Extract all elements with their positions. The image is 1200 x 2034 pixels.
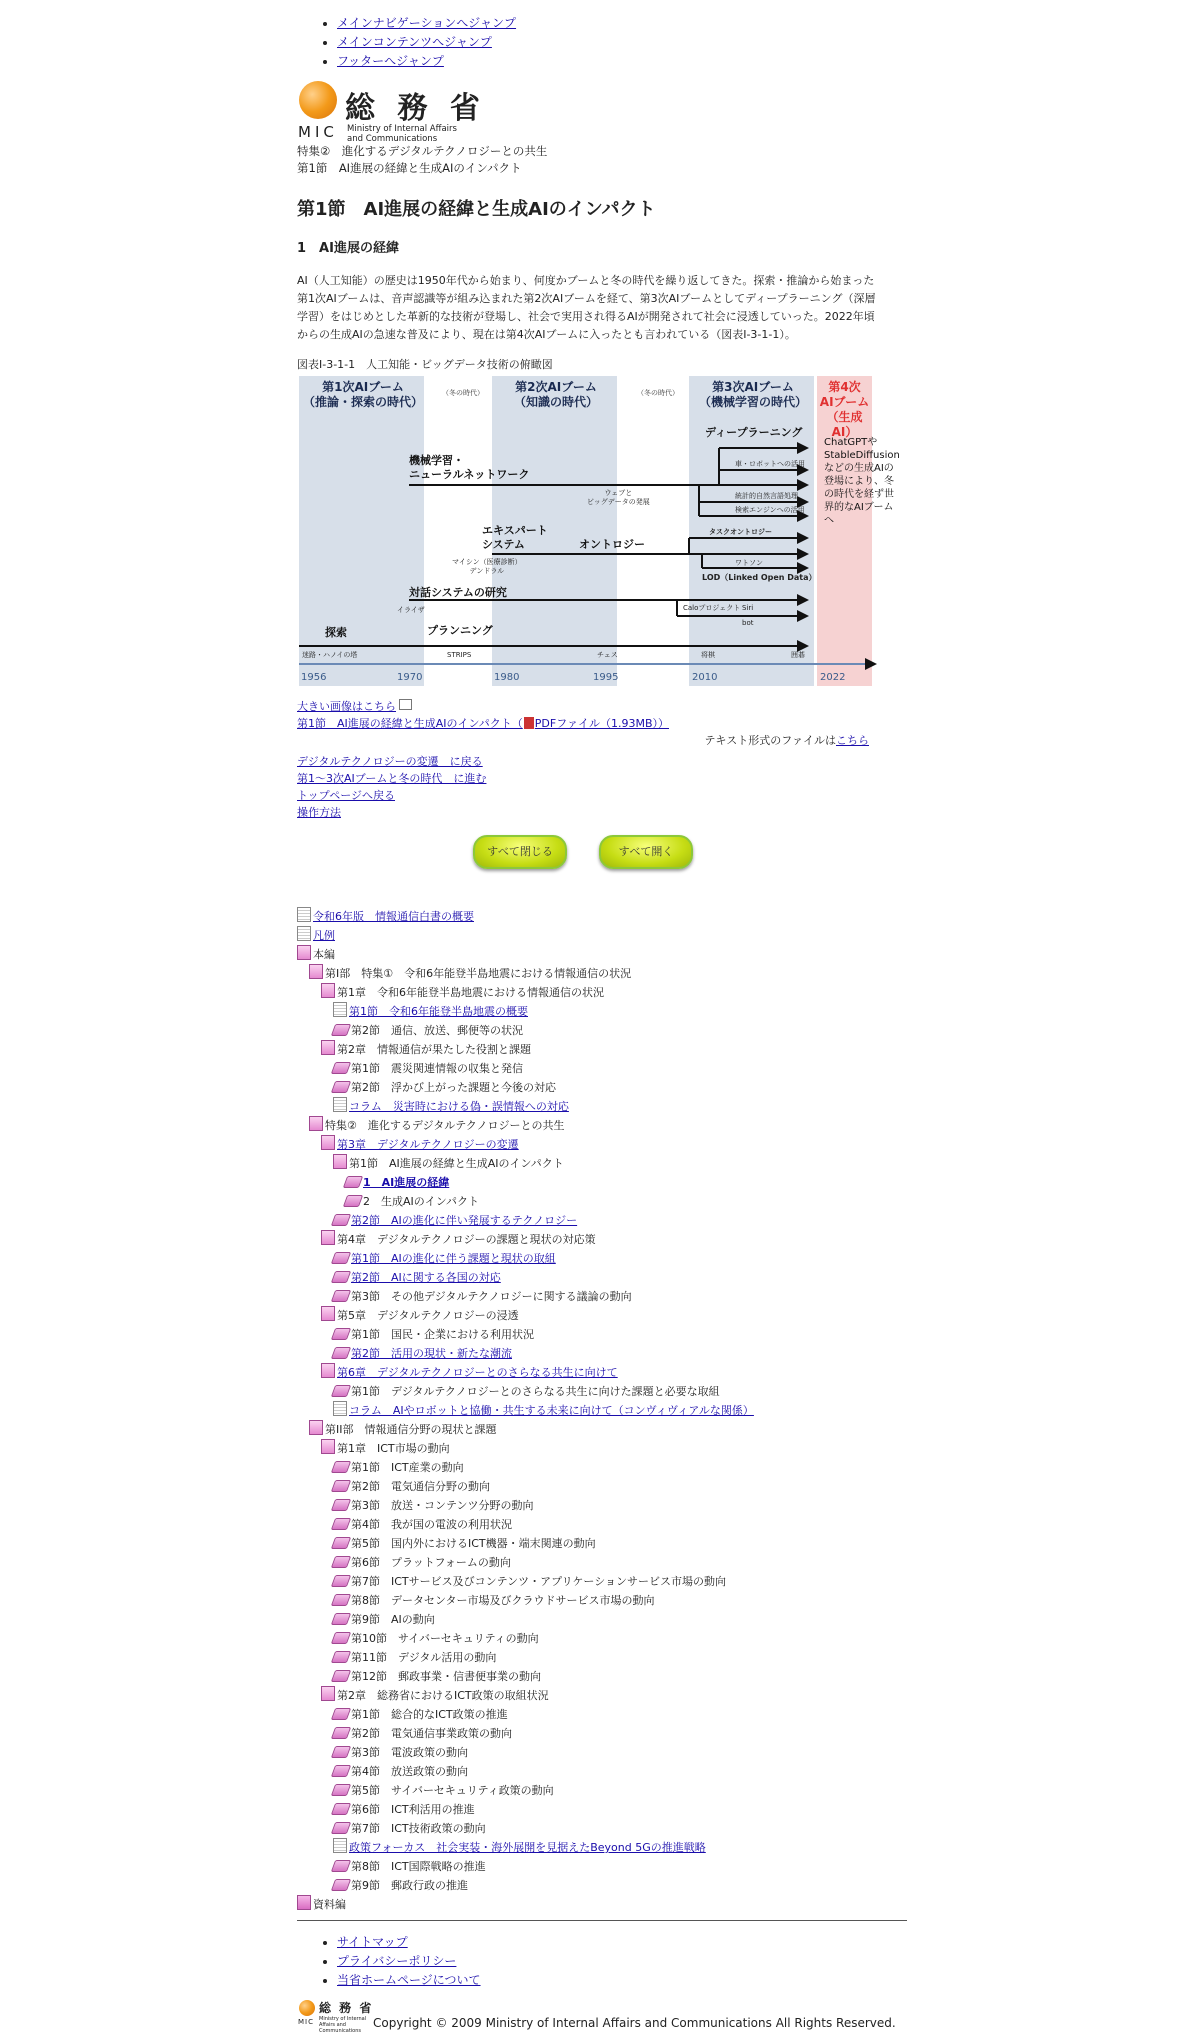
- tree-item-link[interactable]: 第1節 AIの進化に伴う課題と現状の取組: [351, 1252, 556, 1265]
- large-image-link[interactable]: 大きい画像はこちら: [297, 700, 396, 713]
- fig-label-lod: LOD（Linked Open Data）: [702, 573, 817, 582]
- tree-item: [297, 1230, 907, 1249]
- logo-mic-text: MIC: [298, 123, 338, 141]
- page-icon[interactable]: [331, 1214, 351, 1226]
- tree-item: [297, 1705, 907, 1724]
- top-page-link[interactable]: トップページへ戻る: [297, 789, 396, 802]
- tree-item: [297, 1591, 907, 1610]
- fig-label-ontology: オントロジー: [579, 538, 645, 551]
- skip-to-content-link[interactable]: メインコンテンツへジャンプ: [337, 35, 492, 49]
- open-folder-icon[interactable]: [309, 1420, 323, 1435]
- tree-item: [297, 1534, 907, 1553]
- page-icon[interactable]: [331, 1708, 351, 1720]
- page-icon[interactable]: [331, 1385, 351, 1397]
- footer: [297, 1920, 907, 2032]
- fig-label-car: 車・ロボットへの活用: [735, 460, 805, 468]
- open-folder-icon[interactable]: [333, 1154, 347, 1169]
- section-subtitle: 1 AI進展の経緯: [297, 241, 399, 256]
- tree-item-label: 第1節 ICT産業の動向: [351, 1461, 464, 1474]
- tree-item-label: 第1節 震災関連情報の収集と発信: [351, 1062, 523, 1075]
- tree-item-link[interactable]: 凡例: [313, 929, 335, 942]
- open-folder-icon[interactable]: [297, 945, 311, 960]
- fig-label-shogi: 将棋: [701, 651, 715, 659]
- skip-to-footer-link[interactable]: フッターへジャンプ: [337, 54, 444, 68]
- tree-item: [297, 1306, 907, 1325]
- logo-sphere-icon: [299, 81, 337, 119]
- tree-item: [297, 1895, 907, 1914]
- tree-item-link[interactable]: 第3章 デジタルテクノロジーの変遷: [337, 1138, 519, 1151]
- open-folder-icon[interactable]: [321, 983, 335, 998]
- tree-item-link[interactable]: 第2節 AIの進化に伴い発展するテクノロジー: [351, 1214, 578, 1227]
- open-folder-icon[interactable]: [309, 964, 323, 979]
- page-icon[interactable]: [331, 1556, 351, 1568]
- document-icon[interactable]: [333, 1002, 347, 1017]
- page-icon[interactable]: [331, 1879, 351, 1891]
- tree-item: [297, 1724, 907, 1743]
- pdf-icon: [524, 717, 534, 729]
- tree-item: [297, 1762, 907, 1781]
- tree-item-label: 第4章 デジタルテクノロジーの課題と現状の対応策: [337, 1233, 596, 1246]
- tree-item-label: 第3節 電波政策の動向: [351, 1746, 468, 1759]
- open-all-button[interactable]: すべて開く: [599, 835, 693, 869]
- tree-item: [297, 1553, 907, 1572]
- tree-item-label: 第10節 サイバーセキュリティの動向: [351, 1632, 539, 1645]
- tree-toggle-buttons: [297, 835, 907, 875]
- tree-item: [297, 1439, 907, 1458]
- tree-item-label: 第6節 プラットフォームの動向: [351, 1556, 511, 1569]
- tree-item: [297, 1648, 907, 1667]
- tree-item-link[interactable]: 第2節 活用の現状・新たな潮流: [351, 1347, 512, 1360]
- tree-item: [297, 1876, 907, 1895]
- page-icon[interactable]: [331, 1803, 351, 1815]
- fig-label-chess: チェス: [597, 651, 618, 659]
- open-folder-icon[interactable]: [321, 1135, 335, 1150]
- tree-item-label: 第12節 郵政事業・信書便事業の動向: [351, 1670, 541, 1683]
- open-folder-icon[interactable]: [321, 1439, 335, 1454]
- open-folder-icon[interactable]: [321, 1363, 335, 1378]
- document-icon[interactable]: [297, 907, 311, 922]
- fig-label-task: タスクオントロジー: [709, 528, 772, 536]
- tree-item[interactable]: [297, 1173, 907, 1192]
- page-icon[interactable]: [343, 1176, 363, 1188]
- page-icon[interactable]: [331, 1252, 351, 1264]
- page-icon[interactable]: [331, 1537, 351, 1549]
- tree-item: [297, 1458, 907, 1477]
- tree-item-label: 第8節 データセンター市場及びクラウドサービス市場の動向: [351, 1594, 655, 1607]
- fig-label-web: ウェブと ビッグデータの発展: [587, 489, 650, 506]
- logo-jp-text: 総 務 省: [345, 91, 486, 126]
- figure-caption: 図表I-3-1-1 人工知能・ビッグデータ技術の俯瞰図: [297, 358, 553, 371]
- open-folder-icon[interactable]: [321, 1306, 335, 1321]
- fig-label-bot: bot: [742, 619, 754, 627]
- footer-logo-jp: 総 務 省: [319, 2001, 374, 2015]
- footer-links: [297, 1933, 907, 1990]
- page-icon[interactable]: [331, 1746, 351, 1758]
- next-link[interactable]: 第1～3次AIブームと冬の時代 に進む: [297, 772, 487, 785]
- tree-item-label: 第4節 放送政策の動向: [351, 1765, 468, 1778]
- page-icon[interactable]: [331, 1860, 351, 1872]
- page-icon[interactable]: [331, 1271, 351, 1283]
- fig-label-stat: 統計的自然言語処理: [735, 492, 798, 500]
- tree-item-label: 第5節 サイバーセキュリティ政策の動向: [351, 1784, 554, 1797]
- fig-label-expert: エキスパート システム: [482, 524, 548, 551]
- sitemap-link[interactable]: サイトマップ: [337, 1935, 408, 1949]
- era-title-2: 第2次AIブーム （知識の時代）: [513, 380, 598, 409]
- tree-item-label: 第7節 ICTサービス及びコンテンツ・アプリケーションサービス市場の動向: [351, 1575, 726, 1588]
- tree-item-label: 第3節 放送・コンテンツ分野の動向: [351, 1499, 534, 1512]
- page-icon[interactable]: [331, 1594, 351, 1606]
- tree-item-label: 第9節 郵政行政の推進: [351, 1879, 468, 1892]
- page-icon[interactable]: [331, 1632, 351, 1644]
- fig-label-search: 検索エンジンへの活用: [735, 506, 805, 514]
- page-icon[interactable]: [331, 1461, 351, 1473]
- table-of-contents-tree: [297, 907, 907, 1914]
- year-label: 1956: [301, 672, 327, 683]
- page-icon[interactable]: [331, 1347, 351, 1359]
- open-folder-icon[interactable]: [309, 1116, 323, 1131]
- tree-item-label: 特集② 進化するデジタルテクノロジーとの共生: [325, 1119, 565, 1132]
- page-icon[interactable]: [331, 1575, 351, 1587]
- tree-item-label: 資料編: [313, 1898, 346, 1911]
- page-icon[interactable]: [331, 1670, 351, 1682]
- prev-link[interactable]: デジタルテクノロジーの変遷 に戻る: [297, 755, 483, 768]
- breadcrumb-item: 特集② 進化するデジタルテクノロジーとの共生: [297, 144, 548, 158]
- tree-item[interactable]: [297, 1268, 907, 1287]
- tree-item[interactable]: [297, 1249, 907, 1268]
- tree-item: [297, 1382, 907, 1401]
- logo-en-text: Ministry of Internal Affairs and Communications: [347, 124, 457, 144]
- tree-item: [297, 1800, 907, 1819]
- open-folder-icon[interactable]: [321, 1230, 335, 1245]
- tree-item: [297, 945, 907, 964]
- tree-item[interactable]: [297, 1002, 907, 1021]
- tree-item-label: 第4節 我が国の電波の利用状況: [351, 1518, 512, 1531]
- copyright-text: Copyright © 2009 Ministry of Internal Affairs and Communications All Rights Reserved.: [373, 2016, 896, 2030]
- year-label: 1970: [397, 672, 423, 683]
- tree-item-link[interactable]: 第1節 令和6年能登半島地震の概要: [349, 1005, 528, 1018]
- tree-item-label: 第II部 情報通信分野の現状と課題: [325, 1423, 497, 1436]
- tree-item-label: 第2節 電気通信事業政策の動向: [351, 1727, 512, 1740]
- tree-item-label: 第11節 デジタル活用の動向: [351, 1651, 497, 1664]
- tree-item[interactable]: [297, 907, 907, 926]
- document-icon[interactable]: [333, 1401, 347, 1416]
- open-folder-icon[interactable]: [321, 1686, 335, 1701]
- tree-item-label: 第5節 国内外におけるICT機器・端末関連の動向: [351, 1537, 596, 1550]
- fig-label-tansaku: 探索: [325, 626, 347, 639]
- tree-item-label: 第3節 その他デジタルテクノロジーに関する議論の動向: [351, 1290, 632, 1303]
- tree-item: [297, 1781, 907, 1800]
- tree-item: [297, 1420, 907, 1439]
- tree-item-link[interactable]: 1 AI進展の経緯: [363, 1176, 450, 1189]
- year-label: 1995: [593, 672, 619, 683]
- page-icon[interactable]: [331, 1081, 351, 1093]
- fig-label-watson: ワトソン: [735, 559, 763, 567]
- tree-item: [297, 1629, 907, 1648]
- tree-item: [297, 1154, 907, 1173]
- tree-item: [297, 1572, 907, 1591]
- tree-item-link[interactable]: コラム AIやロボットと協働・共生する未来に向けて（コンヴィヴィアルな関係）: [349, 1404, 754, 1417]
- mic-logo[interactable]: [297, 79, 907, 143]
- tree-item: [297, 1021, 907, 1040]
- tree-item: [297, 1059, 907, 1078]
- page-icon[interactable]: [331, 1480, 351, 1492]
- tree-item: [297, 1325, 907, 1344]
- tree-item: [297, 1477, 907, 1496]
- breadcrumb-item: 第1節 AI進展の経緯と生成AIのインパクト: [297, 161, 522, 175]
- tree-item: [297, 1610, 907, 1629]
- fig-label-dialog: 対話システムの研究: [409, 586, 507, 599]
- fig-label-maze: 迷路・ハノイの塔: [302, 651, 358, 659]
- page-title: 第1節 AI進展の経緯と生成AIのインパクト: [297, 199, 656, 220]
- tree-item[interactable]: [297, 926, 907, 945]
- fig-label-strips: STRIPS: [447, 651, 472, 659]
- tree-item-label: 第8節 ICT国際戦略の推進: [351, 1860, 486, 1873]
- ai-history-figure[interactable]: [297, 376, 900, 698]
- tree-item-label: 本編: [313, 948, 335, 961]
- tree-item: [297, 1743, 907, 1762]
- fig-label-generative-ai: ChatGPTやStableDiffusionなどの生成AIの登場により、冬の時代を経ず世界的なAIブームへ: [824, 437, 900, 526]
- page-icon[interactable]: [331, 1518, 351, 1530]
- page-icon[interactable]: [331, 1651, 351, 1663]
- tree-item[interactable]: [297, 1363, 907, 1382]
- timeline-arrows: [297, 376, 877, 698]
- document-icon[interactable]: [333, 1838, 347, 1853]
- tree-item-label: 第2節 通信、放送、郵便等の状況: [351, 1024, 523, 1037]
- tree-item-label: 第6節 ICT利活用の推進: [351, 1803, 475, 1816]
- new-window-icon: [399, 699, 412, 710]
- folder-icon[interactable]: [297, 1895, 311, 1910]
- tree-item: [297, 964, 907, 983]
- body-paragraph: AI（人工知能）の歴史は1950年代から始まり、何度かブームと冬の時代を繰り返してきた。探索・推論から始まった第1次AIブームは、音声認識等が組み込まれた第2次AIブームを経て、第3次AIブームとしてディープラーニング（深層学習）をはじめとした革新的な技術が登場し、社会で実用され得るAIが開発されて社会に浸透していった。2022年頃からの生成AIの急速な普及により、現在は第4次AIブームに入ったとも言われている（図表I-3-1-1）。: [297, 274, 876, 341]
- tree-item-link[interactable]: コラム 災害時における偽・誤情報への対応: [349, 1100, 569, 1113]
- tree-item[interactable]: [297, 1344, 907, 1363]
- skip-links: [297, 14, 907, 71]
- tree-item-label: 第1節 総合的なICT政策の推進: [351, 1708, 508, 1721]
- tree-item-label: 第1節 AI進展の経緯と生成AIのインパクト: [349, 1157, 564, 1170]
- fig-label-ml: 機械学習・ ニューラルネットワーク: [409, 454, 530, 481]
- era-title-4: 第4次 AIブーム （生成AI）: [819, 380, 870, 439]
- year-label: 2022: [820, 672, 846, 683]
- winter-label-1: （冬の時代）: [442, 389, 484, 397]
- tree-item: [297, 1515, 907, 1534]
- close-all-button[interactable]: すべて閉じる: [473, 835, 567, 869]
- skip-to-nav-link[interactable]: メインナビゲーションへジャンプ: [337, 16, 517, 30]
- tree-item-label: 第2節 浮かび上がった課題と今後の対応: [351, 1081, 556, 1094]
- tree-item[interactable]: [297, 1838, 907, 1857]
- page-icon[interactable]: [331, 1328, 351, 1340]
- document-icon[interactable]: [297, 926, 311, 941]
- page-icon[interactable]: [331, 1062, 351, 1074]
- page-wrapper: [297, 0, 907, 2032]
- tree-item[interactable]: [297, 1097, 907, 1116]
- tree-item: [297, 983, 907, 1002]
- tree-item[interactable]: [297, 1135, 907, 1154]
- tree-item: [297, 1078, 907, 1097]
- howto-link[interactable]: 操作方法: [297, 806, 341, 819]
- fig-label-go: 囲碁: [791, 651, 805, 659]
- era-title-1: 第1次AIブーム （推論・探索の時代）: [302, 380, 423, 409]
- era-title-3: 第3次AIブーム （機械学習の時代）: [698, 380, 807, 409]
- tree-item: [297, 1667, 907, 1686]
- tree-item-label: 第1節 国民・企業における利用状況: [351, 1328, 534, 1341]
- page-icon[interactable]: [331, 1727, 351, 1739]
- page-icon[interactable]: [331, 1613, 351, 1625]
- footer-logo-sphere-icon: [299, 2000, 315, 2016]
- tree-item: [297, 1287, 907, 1306]
- tree-item-label: 第9節 AIの動向: [351, 1613, 435, 1626]
- tree-item-link[interactable]: 第2節 AIに関する各国の対応: [351, 1271, 501, 1284]
- page-icon[interactable]: [331, 1499, 351, 1511]
- privacy-link[interactable]: プライバシーポリシー: [337, 1954, 457, 1968]
- footer-copyright: [297, 1998, 907, 2032]
- tree-item: [297, 1496, 907, 1515]
- fig-label-eliza: イライザ: [397, 606, 425, 614]
- fig-label-planning: プランニング: [427, 624, 493, 637]
- winter-label-2: （冬の時代）: [637, 389, 679, 397]
- tree-item: [297, 1192, 907, 1211]
- figure-links: 大きい画像はこちら 第1節 AI進展の経緯と生成AIのインパクト（ PDFファイル（1.93MB）） テキスト形式のファイルはこちら デジタルテクノロジーの変遷 に戻る 第1～3次AIブームと冬の時代 に進む トップページへ戻る 操作方法: [297, 700, 869, 819]
- tree-item: [297, 1116, 907, 1135]
- tree-item-link[interactable]: 政策フォーカス 社会実装・海外展開を見据えたBeyond 5Gの推進戦略: [349, 1841, 706, 1854]
- text-format-link[interactable]: こちら: [836, 734, 869, 747]
- document-icon[interactable]: [333, 1097, 347, 1112]
- tree-item-label: 2 生成AIのインパクト: [363, 1195, 479, 1208]
- tree-item: [297, 1857, 907, 1876]
- tree-item-label: 第2節 電気通信分野の動向: [351, 1480, 490, 1493]
- tree-item-label: 第7節 ICT技術政策の動向: [351, 1822, 486, 1835]
- page-icon[interactable]: [331, 1784, 351, 1796]
- year-label: 2010: [692, 672, 718, 683]
- tree-item: [297, 1819, 907, 1838]
- fig-label-deep-learning: ディープラーニング: [705, 426, 803, 439]
- tree-item: [297, 1040, 907, 1059]
- footer-logo-mic: MIC: [298, 2018, 314, 2026]
- open-folder-icon[interactable]: [321, 1040, 335, 1055]
- page-icon[interactable]: [331, 1024, 351, 1036]
- about-site-link[interactable]: 当省ホームページについて: [337, 1973, 481, 1987]
- breadcrumb: [297, 143, 907, 177]
- page-icon[interactable]: [331, 1765, 351, 1777]
- tree-item-label: 第1節 デジタルテクノロジーとのさらなる共生に向けた課題と必要な取組: [351, 1385, 720, 1398]
- tree-item-label: 第I部 特集① 令和6年能登半島地震における情報通信の状況: [325, 967, 632, 980]
- tree-item-label: 第1章 令和6年能登半島地震における情報通信の状況: [337, 986, 604, 999]
- year-label: 1980: [494, 672, 520, 683]
- pdf-link[interactable]: 第1節 AI進展の経緯と生成AIのインパクト（ PDFファイル（1.93MB））: [297, 717, 670, 730]
- tree-item-link[interactable]: 令和6年版 情報通信白書の概要: [313, 910, 474, 923]
- tree-item-label: 第5章 デジタルテクノロジーの浸透: [337, 1309, 519, 1322]
- fig-label-mycin: マイシン（医療診断） デンドラル: [452, 558, 522, 575]
- page-icon[interactable]: [331, 1822, 351, 1834]
- page-icon[interactable]: [331, 1290, 351, 1302]
- tree-item-label: 第2章 情報通信が果たした役割と課題: [337, 1043, 531, 1056]
- tree-item: [297, 1686, 907, 1705]
- fig-label-siri: Siri: [742, 604, 754, 612]
- tree-item[interactable]: [297, 1401, 907, 1420]
- tree-item-label: 第1章 ICT市場の動向: [337, 1442, 450, 1455]
- tree-item-label: 第2章 総務省におけるICT政策の取組状況: [337, 1689, 549, 1702]
- tree-item-link[interactable]: 第6章 デジタルテクノロジーとのさらなる共生に向けて: [337, 1366, 618, 1379]
- tree-item[interactable]: [297, 1211, 907, 1230]
- page-icon[interactable]: [343, 1195, 363, 1207]
- fig-label-calo: Caloプロジェクト: [683, 604, 741, 612]
- footer-logo-en: Ministry of Internal Affairs and Communications: [319, 2016, 367, 2034]
